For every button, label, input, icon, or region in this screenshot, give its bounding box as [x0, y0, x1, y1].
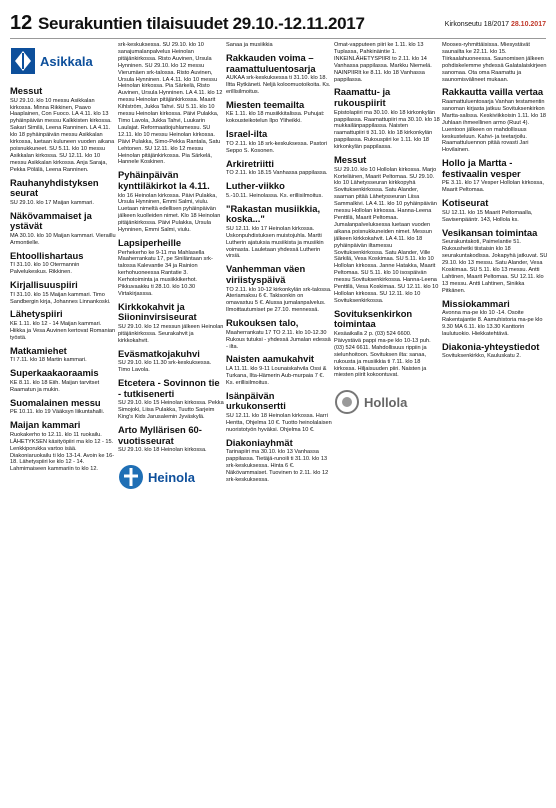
listing-block — [226, 53, 332, 96]
listing-heading: Diakonia-yhteystiedot — [442, 340, 540, 352]
listing-text: LA 11.11. klo 9-11 Lounaiskahvila Ossi & Turkana, Ilta-Hämerin Aub-murpaia 7 €. Ks. erillisilmoitus. — [226, 366, 327, 386]
column-1-blocks — [10, 86, 116, 473]
listing-block — [226, 159, 332, 178]
listing-heading: Kirjallisuuspiiri — [10, 279, 78, 291]
listing-heading: Superkaakaoraamis — [10, 367, 99, 379]
listing-text: Ruokakerho to 12.11. klo 11 ruokailu. LÄHETYKSEN käsityöpiiri ma klo 12 - 15. Lenkkiporukka vartoo isää. Diakoniaruokailu ti klo 13-14. Avoin ke 16-18. Lähetyspiiri ke klo 12 - 14. Lahmimaiseen kammariin to klo 12. — [10, 431, 115, 473]
listing-text: SU 12.11. klo 18 Heinolan kirkossa. Harri Hentta, Ohjelma 10 €. Tuotto heinolalaisen nuoristotyön hyväksi. Ohjelma 10 €. — [226, 412, 332, 433]
listing-heading: Suomalainen messu — [10, 396, 101, 408]
listing-text: Kesäaikalla 2 p. (03) 524 6600. Päivystävä pappi ma-pe klo 10-13 puh. (03) 524 6611. Mahdollisuus rippiin ja sielunhoitoon. Sovituksen ilta: sanaa, rukousta ja musiikkia ti 7.11. klo 18 kirkossa. Hiljaisuuden piiri. Naisten ja miesten piirit kokoontuvat. — [334, 330, 431, 379]
listing-block — [442, 42, 548, 83]
listing-heading: Matkamiehet — [10, 344, 67, 356]
listing-heading: Arkiretriitti — [226, 157, 274, 169]
listing-block — [10, 398, 116, 417]
listing-heading: Messut — [334, 154, 367, 166]
listing-block — [226, 42, 332, 49]
listing-text: TO 2.11. klo 18 srk-keskuksessa. Pastori Seppo S. Kosonen. — [226, 140, 328, 154]
listing-block — [10, 420, 116, 473]
listing-heading: Messut — [10, 85, 43, 96]
listing-block — [118, 42, 224, 166]
listing-heading: Raamattu- ja rukouspiirit — [334, 86, 391, 109]
listing-text: Sovituksenkirkko, Kauluskatu 2. — [442, 353, 521, 360]
listing-block — [334, 87, 440, 151]
listing-block — [334, 42, 440, 83]
listing-text: SU 29.10. klo 11.30 srk-keskuksessa. Timo Lavola. — [118, 360, 212, 374]
listing-heading: Vanhemman väen viriistyspäivä — [226, 263, 306, 285]
listing-text: Sanaa ja musiikkia — [226, 42, 273, 48]
listing-text: MA 30.10. klo 10 Maijan kammari. Vieraillu Armontielle. — [10, 232, 116, 246]
listing-heading: Arto Myllärisen 60-vuotisseurat — [118, 424, 202, 446]
listing-heading: Hollo ja Martta -festivaalin vesper — [442, 157, 521, 179]
page-number: 12 — [10, 12, 33, 34]
listing-text: AUKAA srk-keskuksessa ti 31.10. klo 18. Iltta Rytkäneti. Neljä koloomuotoikoita. Ks. erillisilmoitus. — [226, 75, 331, 95]
listing-text: PE 3.11. klo 17 Vesper Hollolan kirkossa, Maarit Peltomaa. — [442, 180, 544, 194]
listing-block — [226, 354, 332, 386]
listing-heading: Kotiseurat — [442, 197, 489, 209]
listing-block — [226, 204, 332, 261]
listing-heading: Eväsmatkojakuhvi — [118, 347, 200, 359]
listing-heading: Vesikansan toimintaa — [442, 226, 538, 238]
listing-heading: Rukouksen talo, — [226, 317, 299, 329]
listing-heading: Diakoniayhmät — [226, 436, 293, 448]
listing-heading: Maijan kammari — [10, 419, 81, 431]
column-4-blocks — [334, 42, 440, 379]
listing-block — [226, 100, 332, 125]
listing-block — [10, 86, 116, 174]
paper-name: Kirkonseutu 18/2017 — [444, 21, 509, 28]
listing-heading: Lapsiperheille — [118, 236, 182, 248]
listing-text: srk-keskuksessa. SU 29.10. klo 10 sanajumalanpalvelus Heinolan pitäjänkirkossa. Risto Auvinen, Ursula Hynninen. SU 29.10. klo 12 messu Vierumäen srk-talossa. Risto Auvinen, Ursula Hynninen. LA 4.11. klo 10 messu Heinolan kirkossa. Pia Särkelä, Risto Auvinen, Ursula Hynninen. LA 4.11. klo 12 messu Heinolan pitäjänkirkossa. Maarit Kihlström, Jukka Tahvi. SU 5.11. klo 10 messu Heinolan kirkossa. Päivi Pulakka, Timo Lavola, Jukka Tahvi, Luukarin Laulajat. Reformaatiojuhlamessu. SU 12.11. klo 10 messu Heinolan kirkossa. Päivi Pulakka, Simo-Pekka Rantala, Satu Lehtonen. SU 12.11. klo 12 messu Heinolan pitäjänkirkossa. Pia Särkelä, Hannele Koskinen. — [118, 42, 223, 166]
listing-heading: Pyhäinpäivän kynttiläkirkot la 4.11. — [118, 169, 210, 191]
listing-text: SU 29.10. klo 18 Heinolan kirkossa. — [118, 447, 207, 454]
listing-heading: Lähetyspiiri — [10, 308, 63, 320]
listing-heading: Näkövammaiset ja ystävät — [10, 209, 92, 232]
listing-block — [442, 198, 548, 223]
listing-block — [442, 228, 548, 295]
listing-block — [10, 178, 116, 207]
listing-block — [226, 391, 332, 434]
column-5 — [442, 42, 548, 804]
column-4 — [334, 42, 440, 804]
listing-heading: Miesten teemailta — [226, 98, 305, 110]
column-2-blocks — [118, 42, 224, 454]
listing-text: SU 29.10. klo 10 messu Asikkalan kirkossa. Minna Rikkinen, Paavo Haaplainen, Con Fuoco. LA 4.11. klo 13 pyhäinpäivän messu Kalkkisten kirkossa. Sakari Similä, Leena Ranninen. LA 4.11. klo 18 pyhäinpäivän messu Asikkalan kirkossa, luetaan kuluneen vuoden aikana poisnukkuneet. SU 5.11. klo 10 messu Asikkalan kirkossa. SU 12.11. klo 10 messu Asikkalan kirkossa. Anja Saraja, Pekka Pölälä, Leena Ranninen. — [10, 97, 115, 173]
listing-block — [10, 368, 116, 393]
listing-block — [10, 251, 116, 276]
listing-block — [226, 264, 332, 314]
listing-block — [334, 309, 440, 380]
listing-text: TI 7.11. klo 18 Martin kammari. — [10, 357, 87, 364]
paper-info — [445, 21, 546, 28]
column-5-blocks — [442, 42, 548, 360]
listing-text: SU 29.10. klo 17 Maijan kammari. — [10, 199, 94, 206]
section-title: Seurakuntien tilaisuudet 29.10.-12.11.2017 — [38, 14, 365, 33]
listing-heading: Kirkkokahvit ja Siioninvirsiseurat — [118, 300, 197, 323]
listing-heading: Missiokammari — [442, 297, 510, 309]
listing-block — [226, 438, 332, 484]
heinola-logo — [118, 458, 224, 496]
listing-text: KE 1.11. klo 18 musiikkitalissa. Puhujat: kokousteikotelun Ilpo Yliheikki. — [226, 111, 325, 125]
listing-block — [226, 129, 332, 154]
listing-block — [334, 155, 440, 305]
asikkala-logo — [10, 42, 116, 80]
listing-text: Tarinapiiri ma 30.10. klo 13 Vanhassa pappilassa. Tietäjä-runoili ti 31.10. klo 13 srk-keskuksessa. Hinta 6 €. Näkövammaiset. Tuovinen to 2.11. klo 12 srk-keskuksessa. — [226, 449, 329, 483]
listing-text: klo 16 Heinolan kirkossa. Päivi Pulakka, Ursula Hynninen, Emmi Salmi, viulu. Luetaan nimeltä edellisen pyhäinpäivän jälkeen kuolleiden nimet. Klo 18 Heinolan pitäjänkirkossa. Päivi Pulakka, Ursula Hynninen, Emmi Salmi, viulu. — [118, 192, 221, 234]
asikkala-parish-icon — [10, 47, 36, 75]
listing-text: TO 2.11. klo 10-12 kirkonkylän srk-talossa. Ateriamaksu 6 €. Takisonkin on omavastuu 5 €. Alussa jumalanpalvelus. Ilmoittautumiset pe 27.10. mennessä. — [226, 286, 332, 314]
hollola-logo-text: Hollola — [364, 394, 408, 410]
listing-text: Seurakuntakoti, Paimelantie 51. Rukoushetki tiistaisin klo 18 seurakuntakodissa. Jokapyhä jatkuvat. SU 29.10. klo 13 messu. Satu Alander, Vesa Koskimaa. SU 5.11. klo 13 messu. Antti Lahtinen, Maarit Peltomaa. SU 12.11. klo 13 messu. Antti Lahtinen, Sinikka Pitkänen. — [442, 239, 548, 294]
listing-text: TI 31.10. klo 15 Maijan kammari. Timo Sandbergin kirja, Johannes Linnankoski. — [10, 291, 111, 305]
column-2 — [118, 42, 224, 804]
listing-heading: Ehtoollishartaus — [10, 249, 84, 261]
listing-text: SU 12.11. klo 17 Heinolan kirkossa. Uskonpuhdistuksen muistojuhla. Martti Lutherin ajatuksia musiikista ja musiikin voimasta. Lauletaan yhdessä Lutherin virsiä. — [226, 225, 324, 260]
listing-text: Avonna ma-pe klo 10 -14. Osoite Rakentajantie 8. Aamuhistoria ma-pe klo 9.30 MA 6.11. klo 13.30 Kanttorin laulutuokio. Hiekkatehtävä. — [442, 310, 543, 337]
listing-text: Maaherrankatu 17 TO 2.11. klo 10-12.30 Rukous tutuksi - yhdessä Jumalan edessä - ilta. — [226, 329, 331, 350]
header-rule — [10, 38, 546, 39]
hollola-logo — [334, 383, 440, 421]
listing-heading: Isänpäivän urkukonsertti — [226, 389, 286, 412]
listing-heading: Rakkautta vailla vertaa — [442, 86, 544, 98]
listing-text: KE 1.11. klo 12 - 14 Maijan kammari. Hiikka ja Vesa Auvinen kertovat Romanian työstä. — [10, 321, 116, 341]
listing-text: SU 29.10. klo 15 Heinolan kirkossa. Pekka Simojoki, Liisa Pulakka, Tuutto Sarjeim King's Kids Jarusalemin Jyväskylä. — [118, 400, 224, 421]
listing-block — [442, 342, 548, 361]
listing-text: Omat-vapputeen piiri ke 1.11. klo 13 Tuplassa, Pahkinäintie 1. INKEINLÄHETYSPIIRI to 2.11. klo 14 Vanhassa pappilassa. Markku Niemelä. NAINPIIRIt ke 8.11. klo 18 Vanhassa pappilassa. — [334, 42, 432, 83]
listing-heading: Etcetera - Sovinnon tie - tutkisenerti — [118, 377, 220, 399]
listing-text: Perhekerho ke 9-11 ma Mahlasella Maaherrankatu 17, pe Siniläntaan srk-talossa Kalevantie 34 ja Rainion kerhohuoneessa Rantatie 3. Kerhotoiminta ja musiikkikerhot. Pikkuvaakku ti 28.10. klo 10.30 Virtakirjasssa. — [118, 249, 213, 297]
listing-text: 5.-10.11. Heinolassa. Ks. erillisilmoitus. — [226, 192, 323, 199]
page-header — [10, 12, 546, 38]
listing-heading: Rauhanyhdistyksen seurat — [10, 176, 99, 199]
listing-block — [118, 349, 224, 374]
listing-text: KE 8.11. klo 18 Eiih. Maijan tarvitset Raamatun ja mukin. — [10, 379, 100, 393]
listing-heading: Rakkauden voima – raamattuluentosarja — [226, 51, 316, 74]
heinola-parish-icon — [118, 463, 144, 491]
heinola-logo-text: Heinola — [148, 469, 195, 485]
listing-block — [442, 158, 548, 194]
column-3-blocks — [226, 42, 332, 484]
listing-block — [118, 302, 224, 345]
listing-text: SU 12.11. klo 15 Maarit Peltomaalla, Savisenpääntr. 143, Hollola ks. — [442, 209, 533, 223]
listing-text: TO 2.11. klo 18.15 Vanhassa pappilassa. — [226, 170, 328, 177]
listing-block — [10, 280, 116, 305]
listing-block — [10, 346, 116, 365]
listing-block — [118, 238, 224, 298]
listing-text: Raamattuluentosarja Vanhan testamentin sanoman kirjasta jatkuu Sovituksenkirkon Martta-salissa. Keskiviikkoisin 1.11. klo 18 Juhlaan ihmeellinen armo (Ruut 4). Luentoon jälkeen on mahdollisuus keskusteluun. Kahvi- ja teetarjoilu. Raamattuluennon pitää rovasti Jari Hovilainen. — [442, 99, 547, 154]
listing-heading: Luther-viikko — [226, 180, 285, 192]
listing-text: SU 29.10. klo 12 messun jälkeen Heinolan pitäjänkirkossa. Seurakahvit ja kirkkokahvit. — [118, 324, 224, 344]
listing-text: TI 31.10. klo 10 Otermannin Palvelukeskus. Rikkinen. — [10, 262, 80, 276]
listing-block — [118, 170, 224, 234]
listing-block — [442, 299, 548, 338]
hollola-parish-icon — [334, 388, 360, 416]
listing-heading: Sovituksenkirkon toimintaa — [334, 307, 413, 330]
listing-heading: "Rakastan musiikkia, koska..." — [226, 202, 321, 225]
listing-block — [10, 211, 116, 247]
asikkala-logo-text: Asikkala — [40, 53, 93, 69]
listing-block — [442, 87, 548, 154]
column-1 — [10, 42, 116, 804]
listing-heading: Naisten aamukahvit — [226, 353, 315, 365]
listing-block — [226, 181, 332, 200]
paper-date: 28.10.2017 — [510, 21, 546, 28]
listing-text: Epistolapiiri ma 30.10. klo 18 kirkonkylän pappilassa. Raamattupiiri ma 30.10. klo 18 mukkailänpappilassa. Naisten raamattupiiri ti 31.10. klo 18 kirkonkylän pappilassa. Rukouspiiri ke 1.11. klo 18 kirkonkylän pappilassa. — [334, 109, 440, 151]
listing-text: SU 29.10. klo 10 Hollolan kirkossa. Marjo Korteläinen, Maarit Peltomaa. SU 29.10. klo 10 Lähetysseuran kirkkopyhä Sovituksenkirkossa. Satu Alander, saarnan pitää Lähetysseuran Liisa Sammalkivi. LA 4.11. klo 10 pyhäinpäivän messu Hollolan kirkossa. Hanna-Leena Penttilä, Maarit Peltomaa. Jumalanpalveluksessa luetaan vuoden aikana poisnukkuneiden nimet. Messun jälkeen kirkkokahvit. LA 4.11. klo 18 pyhäinpäivän iltamessu Sovituksenkirkossa. Satu Alander, Ville Särkilä, Vesa Koskimaa. SU 5.11. klo 10 Hollolan kirkossa. Janne Hatakka, Maarit Peltomaa. SU 5.11. klo 10 isospäivän messu Sovituksenkirkossa. Hanna-Leena Penttilä, Vesa Koskimaa. SU 12.11. klo 10 Hollolan kirkossa. SU 12.11. klo 10 Sovituksenkirkossa. — [334, 166, 439, 304]
listing-block — [226, 318, 332, 350]
listing-text: Mooses-ryhmittäisissa. Miesystävät saunailta ke 22.11. klo 15. Tiirkaalahuoneessa. Saunomisen jälkeen pohdiskelemme yhdessä Galatalaiskirjeen sanomaa. Ota oma Raamattu ja saunomisvälineet mukaan. — [442, 42, 547, 83]
listing-heading: Israel-ilta — [226, 128, 268, 140]
listing-block — [118, 425, 224, 454]
listing-block — [118, 378, 224, 421]
listing-text: PE 10.11. klo 19 Vääksyn liikuntahalli. — [10, 409, 105, 416]
listing-block — [10, 309, 116, 341]
column-3 — [226, 42, 332, 804]
